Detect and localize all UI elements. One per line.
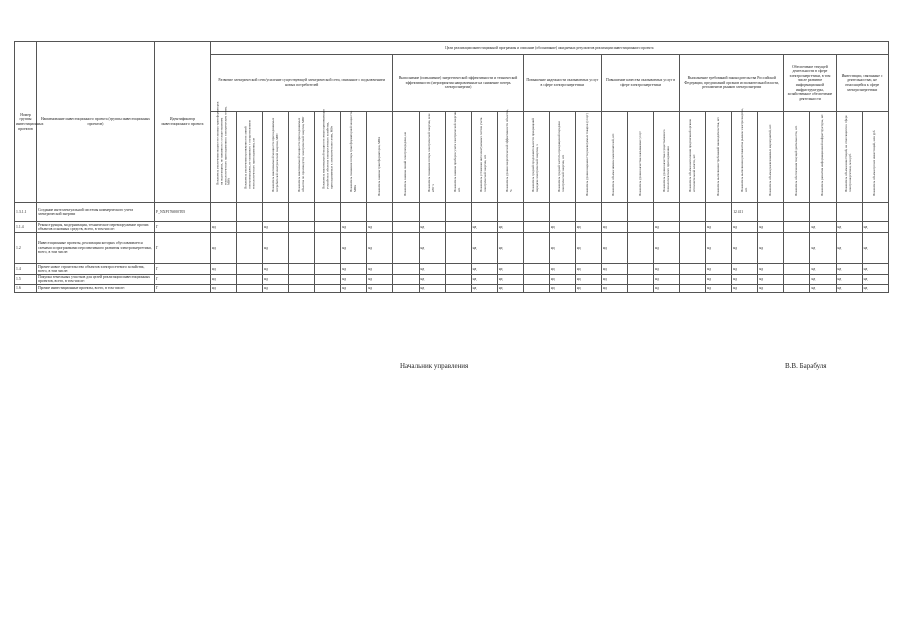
indicator-value-cell: нд bbox=[810, 233, 836, 264]
indicator-header-label: Показатель объема инвестиций, не относящихся к сфере электроэнергетики, млн руб. bbox=[844, 115, 853, 193]
indicator-value-cell bbox=[680, 264, 706, 275]
indicator-value-cell: нд bbox=[367, 222, 393, 233]
indicator-value-cell: нд bbox=[836, 275, 862, 285]
indicator-value-cell bbox=[706, 203, 732, 222]
indicator-value-cell bbox=[367, 203, 393, 222]
indicator-value-cell: нд bbox=[211, 284, 237, 292]
indicator-value-cell bbox=[263, 203, 289, 222]
indicator-header-label: Показатель развития информационной инфраструктуры, шт. bbox=[820, 114, 825, 197]
indicator-value-cell bbox=[289, 275, 315, 285]
indicator-header bbox=[706, 112, 732, 203]
indicator-value-cell: нд bbox=[706, 233, 732, 264]
indicator-value-cell bbox=[445, 233, 471, 264]
indicator-value-cell bbox=[393, 233, 419, 264]
indicator-value-cell bbox=[523, 284, 549, 292]
indicator-value-cell bbox=[628, 222, 654, 233]
indicator-header-label: Показатель выполнения регламентов рынков электроэнергии, шт. bbox=[739, 108, 748, 193]
indicator-value-cell: нд bbox=[471, 275, 497, 285]
goal-group-header: Повышение качества оказываемых услуг в сфере электроэнергетики bbox=[601, 55, 679, 112]
indicator-value-cell bbox=[628, 233, 654, 264]
indicator-value-cell: нд bbox=[836, 233, 862, 264]
indicator-value-cell bbox=[445, 284, 471, 292]
signature-person: В.В. Барабуля bbox=[785, 362, 827, 370]
indicator-value-cell bbox=[784, 222, 810, 233]
indicator-value-cell: 12 411 bbox=[732, 203, 758, 222]
indicator-header bbox=[471, 112, 497, 203]
indicator-value-cell bbox=[862, 203, 888, 222]
indicator-value-cell bbox=[680, 203, 706, 222]
indicator-value-cell bbox=[445, 222, 471, 233]
indicator-value-cell bbox=[680, 275, 706, 285]
indicator-value-cell: нд bbox=[211, 264, 237, 275]
indicator-value-cell: нд bbox=[263, 284, 289, 292]
table-row bbox=[15, 233, 889, 264]
indicator-value-cell: нд bbox=[706, 284, 732, 292]
indicator-value-cell: нд bbox=[862, 222, 888, 233]
table-row bbox=[15, 284, 889, 292]
indicator-value-cell bbox=[315, 284, 341, 292]
indicator-header bbox=[810, 112, 836, 203]
indicator-value-cell bbox=[393, 222, 419, 233]
indicator-header-label: Показатель увеличения протяженности линий электропередачи, не связанного с осуществлением технологического присоединения, км bbox=[242, 119, 255, 189]
indicator-value-cell: нд bbox=[419, 275, 445, 285]
header-project-identifier: Идентификатор инвестиционного проекта bbox=[155, 42, 211, 203]
indicator-value-cell bbox=[445, 275, 471, 285]
indicator-value-cell: нд bbox=[706, 222, 732, 233]
indicator-header-label: Показатель объема выполнения предписаний органов исполнительной власти, шт. bbox=[687, 119, 696, 193]
indicator-value-cell bbox=[836, 203, 862, 222]
table-row bbox=[15, 222, 889, 233]
row-number-cell: 1.2 bbox=[15, 233, 37, 264]
row-name-cell: Прочее новое строительство объектов электросетевого хозяйства, всего, в том числе: bbox=[37, 264, 155, 275]
indicator-value-cell: нд bbox=[810, 275, 836, 285]
indicator-value-cell: нд bbox=[732, 222, 758, 233]
indicator-header-label: Показатель установки интеллектуальных систем учета электрической энергии, шт. bbox=[479, 118, 488, 193]
row-name-cell: Реконструкция, модернизация, техническое перевооружение прочих объектов основных средств, всего, в том числе: bbox=[37, 222, 155, 233]
indicator-header-label: Показатель максимальной мощности присоединяемых объектов по производству электрической энергии, МВт bbox=[296, 117, 305, 193]
indicator-value-cell: нд bbox=[497, 275, 523, 285]
indicator-value-cell: нд bbox=[211, 275, 237, 285]
indicator-header-label: Показатель замены линий электропередачи, км bbox=[403, 132, 408, 197]
indicator-value-cell bbox=[419, 203, 445, 222]
row-identifier-cell: Г bbox=[155, 222, 211, 233]
indicator-header bbox=[523, 112, 549, 203]
indicator-value-cell: нд bbox=[575, 222, 601, 233]
indicator-value-cell: нд bbox=[367, 284, 393, 292]
indicator-value-cell: нд bbox=[549, 233, 575, 264]
indicator-value-cell bbox=[758, 203, 784, 222]
indicator-header-label: Показатель выполнения требований законодательства, шт. bbox=[715, 117, 720, 197]
goal-group-header: Выполнение требований законодательства Российской Федерации, предписаний органов исполнительной власти, регламентов рынков электроэнергии bbox=[680, 55, 784, 112]
indicator-value-cell bbox=[315, 203, 341, 222]
indicator-value-cell: нд bbox=[601, 264, 627, 275]
indicator-header-label: Показатель замены трансформаторов, МВА bbox=[377, 136, 382, 197]
indicator-value-cell: нд bbox=[810, 222, 836, 233]
table-row bbox=[15, 203, 889, 222]
indicator-header bbox=[393, 112, 419, 203]
indicator-value-cell: нд bbox=[549, 264, 575, 275]
indicator-value-cell: нд bbox=[706, 264, 732, 275]
indicator-value-cell bbox=[628, 284, 654, 292]
indicator-header bbox=[237, 112, 263, 203]
indicator-value-cell bbox=[237, 284, 263, 292]
indicator-header-label: Показатель снижения потерь трансформаторной мощности, МВА bbox=[349, 111, 357, 193]
row-name-cell: Прочие инвестиционные проекты, всего, в том числе: bbox=[37, 284, 155, 292]
indicator-value-cell bbox=[289, 233, 315, 264]
indicator-value-cell bbox=[289, 284, 315, 292]
indicator-header bbox=[601, 112, 627, 203]
indicator-value-cell: нд bbox=[575, 275, 601, 285]
indicator-value-cell bbox=[784, 264, 810, 275]
indicator-value-cell bbox=[315, 264, 341, 275]
indicator-value-cell: нд bbox=[836, 222, 862, 233]
indicator-value-cell: нд bbox=[654, 222, 680, 233]
indicator-value-cell bbox=[289, 264, 315, 275]
indicator-value-cell: нд bbox=[211, 222, 237, 233]
indicator-value-cell bbox=[523, 264, 549, 275]
indicator-header bbox=[836, 112, 862, 203]
indicator-header bbox=[862, 112, 888, 203]
indicator-header bbox=[680, 112, 706, 203]
row-identifier-cell: Г bbox=[155, 275, 211, 285]
indicator-value-cell: нд bbox=[367, 264, 393, 275]
indicator-value-cell: нд bbox=[758, 222, 784, 233]
indicator-value-cell: нд bbox=[601, 275, 627, 285]
indicator-value-cell: нд bbox=[497, 222, 523, 233]
header-project-group-number: Номер группы инвестиционных проектов bbox=[15, 42, 37, 203]
indicator-value-cell: нд bbox=[706, 275, 732, 285]
indicator-value-cell: нд bbox=[862, 264, 888, 275]
indicator-value-cell: нд bbox=[732, 264, 758, 275]
indicator-value-cell: нд bbox=[862, 284, 888, 292]
indicator-value-cell: нд bbox=[758, 233, 784, 264]
indicator-value-cell bbox=[784, 275, 810, 285]
indicator-value-cell: нд bbox=[497, 284, 523, 292]
indicator-value-cell bbox=[523, 203, 549, 222]
indicator-header-label: Показатель объема замены выключателей, шт. bbox=[611, 133, 616, 197]
indicator-value-cell: нд bbox=[732, 233, 758, 264]
indicator-header bbox=[367, 112, 393, 203]
indicator-value-cell bbox=[471, 203, 497, 222]
row-identifier-cell: Г bbox=[155, 284, 211, 292]
indicator-value-cell bbox=[680, 222, 706, 233]
indicator-value-cell bbox=[237, 203, 263, 222]
indicator-header-label: Показатель замены приборов учета электрической энергии, шт. bbox=[453, 111, 462, 193]
indicator-value-cell: нд bbox=[341, 275, 367, 285]
row-identifier-cell: Г bbox=[155, 233, 211, 264]
indicator-header-label: Показатель уровня качества осуществляемого технологического присоединения bbox=[661, 129, 670, 193]
indicator-value-cell bbox=[680, 284, 706, 292]
investment-program-table bbox=[14, 41, 889, 293]
indicator-value-cell: нд bbox=[862, 233, 888, 264]
indicator-header-label: Показатель средней продолжительности прекращений передачи электрической энергии, ч bbox=[531, 118, 540, 193]
row-number-cell: 1.4 bbox=[15, 264, 37, 275]
indicator-value-cell bbox=[393, 275, 419, 285]
table-row bbox=[15, 275, 889, 285]
indicator-header-label: Показатель уровня энергетической эффективности объектов, % bbox=[505, 109, 514, 193]
indicator-header bbox=[263, 112, 289, 203]
indicator-value-cell bbox=[237, 222, 263, 233]
indicator-value-cell: нд bbox=[367, 233, 393, 264]
goal-group-header: Инвестиции, связанные с деятельностью, не относящейся к сфере электроэнергетики bbox=[836, 55, 888, 112]
indicator-value-cell bbox=[393, 203, 419, 222]
indicator-value-cell: нд bbox=[654, 284, 680, 292]
row-identifier-cell: F_NXP176000Т05 bbox=[155, 203, 211, 222]
goal-group-header: Обеспечение текущей деятельности в сфере электроэнергетики, в том числе развитие информационной инфраструктуры, хозяйственное обеспечение деятельности bbox=[784, 55, 836, 112]
indicator-value-cell: нд bbox=[211, 233, 237, 264]
header-goals-caption: Цели реализации инвестиционной программы и описание (обоснование) ожидаемых результатов реализации инвестиционного проекта bbox=[211, 42, 889, 55]
indicator-value-cell: нд bbox=[341, 233, 367, 264]
indicator-value-cell bbox=[341, 203, 367, 222]
indicator-value-cell: нд bbox=[367, 275, 393, 285]
indicator-value-cell: нд bbox=[810, 264, 836, 275]
indicator-value-cell: нд bbox=[471, 233, 497, 264]
indicator-value-cell: нд bbox=[654, 264, 680, 275]
indicator-value-cell: нд bbox=[732, 284, 758, 292]
indicator-value-cell bbox=[523, 275, 549, 285]
indicator-value-cell: нд bbox=[497, 264, 523, 275]
indicator-value-cell: нд bbox=[341, 264, 367, 275]
indicator-header-label: Показатель увеличения мощности силовых трансформаторов на подстанциях, не связанного с осуществлением технологического присоединения к электрическим сетям, МВА bbox=[214, 101, 231, 185]
indicator-value-cell bbox=[628, 203, 654, 222]
indicator-value-cell bbox=[237, 275, 263, 285]
indicator-value-cell bbox=[680, 233, 706, 264]
row-name-cell: Инвестиционные проекты, реализация которых обуславливается схемами и программами перспективного развития электроэнергетики, всего, в том числе: bbox=[37, 233, 155, 264]
indicator-header-label: Показатель максимальной мощности присоединяемых потребителей электрической энергии, МВт bbox=[270, 118, 279, 193]
row-number-cell: 1.1.4 bbox=[15, 222, 37, 233]
indicator-value-cell bbox=[445, 264, 471, 275]
indicator-value-cell bbox=[628, 275, 654, 285]
indicator-header bbox=[549, 112, 575, 203]
indicator-value-cell bbox=[497, 203, 523, 222]
indicator-value-cell bbox=[289, 203, 315, 222]
row-number-cell: 1.6 bbox=[15, 284, 37, 292]
table-body bbox=[15, 203, 889, 293]
row-name-cell: Покупка земельных участков для целей реализации инвестиционных проектов, всего, в том числе: bbox=[37, 275, 155, 285]
indicator-header-label: Показатель максимальной мощности энергопринимающих устройств и объектов электросетевого хозяйства, присоединяемых к электрическим сетям, МВт bbox=[321, 108, 333, 189]
indicator-value-cell: нд bbox=[341, 222, 367, 233]
indicator-value-cell bbox=[289, 222, 315, 233]
indicator-value-cell: нд bbox=[549, 275, 575, 285]
signature-position: Начальник управления bbox=[400, 362, 469, 370]
indicator-header-label: Показатель средней частоты прекращений передачи электрической энергии, шт. bbox=[557, 121, 566, 193]
indicator-header bbox=[758, 112, 784, 203]
indicator-value-cell bbox=[315, 233, 341, 264]
indicator-value-cell: нд bbox=[471, 264, 497, 275]
indicator-header-label: Показатель объема реализованных мероприятий, шт. bbox=[767, 124, 772, 197]
indicator-value-cell bbox=[549, 203, 575, 222]
indicator-value-cell bbox=[315, 222, 341, 233]
indicator-value-cell: нд bbox=[758, 264, 784, 275]
indicator-header bbox=[341, 112, 367, 203]
indicator-value-cell: нд bbox=[836, 264, 862, 275]
indicator-value-cell: нд bbox=[575, 264, 601, 275]
indicator-value-cell bbox=[393, 264, 419, 275]
indicator-value-cell: нд bbox=[732, 275, 758, 285]
row-number-cell: 1.3.1.1 bbox=[15, 203, 37, 222]
indicator-value-cell: нд bbox=[758, 275, 784, 285]
indicator-value-cell: нд bbox=[263, 222, 289, 233]
indicator-header bbox=[445, 112, 471, 203]
indicator-value-cell: нд bbox=[263, 233, 289, 264]
indicator-value-cell: нд bbox=[654, 233, 680, 264]
goal-group-header: Развитие электрической сети/усиление существующей электрической сети, связанное с подключением новых потребителей bbox=[211, 55, 393, 112]
indicator-value-cell: нд bbox=[758, 284, 784, 292]
indicator-header-label: Показатель уровня качества оказываемых услуг bbox=[637, 131, 642, 197]
indicator-value-cell: нд bbox=[419, 222, 445, 233]
indicator-value-cell bbox=[237, 264, 263, 275]
indicator-value-cell: нд bbox=[497, 233, 523, 264]
indicator-value-cell bbox=[211, 203, 237, 222]
indicator-header-label: Показатель обеспечения текущей деятельности, шт. bbox=[794, 125, 799, 197]
indicator-value-cell: нд bbox=[549, 284, 575, 292]
indicator-value-cell bbox=[575, 203, 601, 222]
indicator-value-cell: нд bbox=[419, 233, 445, 264]
indicator-value-cell bbox=[628, 264, 654, 275]
indicator-header bbox=[497, 109, 523, 203]
row-number-cell: 1.5 bbox=[15, 275, 37, 285]
indicator-value-cell: нд bbox=[549, 222, 575, 233]
indicator-header-label: Показатель объема прочих инвестиций, млн руб. bbox=[872, 129, 877, 197]
indicator-header bbox=[315, 108, 341, 203]
indicator-value-cell: нд bbox=[263, 275, 289, 285]
indicator-header bbox=[654, 112, 680, 203]
goal-group-header: Выполнение (повышение) энергетической эффективности и технической эффективности (мероприятия направленные на снижение потерь электроэнергии) bbox=[393, 55, 523, 112]
investment-program-table-container bbox=[14, 41, 888, 293]
indicator-value-cell: нд bbox=[601, 284, 627, 292]
indicator-value-cell bbox=[654, 203, 680, 222]
table-row bbox=[15, 264, 889, 275]
indicator-header-label: Показатель уровня надежности реализуемых товаров (услуг) bbox=[585, 113, 590, 197]
indicator-header-label: Показатель снижения потерь электрической энергии, млн кВт·ч bbox=[427, 114, 436, 193]
indicator-value-cell: нд bbox=[341, 284, 367, 292]
indicator-value-cell: нд bbox=[575, 284, 601, 292]
indicator-value-cell: нд bbox=[263, 264, 289, 275]
indicator-value-cell: нд bbox=[601, 233, 627, 264]
indicator-value-cell: нд bbox=[836, 284, 862, 292]
indicator-header bbox=[628, 112, 654, 203]
indicator-value-cell: нд bbox=[471, 284, 497, 292]
row-identifier-cell: Г bbox=[155, 264, 211, 275]
indicator-value-cell bbox=[784, 233, 810, 264]
indicator-value-cell bbox=[601, 203, 627, 222]
indicator-value-cell bbox=[445, 203, 471, 222]
goal-group-header: Повышение надежности оказываемых услуг в сфере электроэнергетики bbox=[523, 55, 601, 112]
indicator-value-cell bbox=[784, 284, 810, 292]
indicator-value-cell bbox=[315, 275, 341, 285]
indicator-value-cell bbox=[393, 284, 419, 292]
indicator-header bbox=[419, 112, 445, 203]
indicator-value-cell: нд bbox=[601, 222, 627, 233]
indicator-value-cell bbox=[523, 233, 549, 264]
indicator-value-cell: нд bbox=[471, 222, 497, 233]
indicator-header bbox=[732, 108, 758, 203]
header-project-name: Наименование инвестиционного проекта (группы инвестиционных проектов) bbox=[37, 42, 155, 203]
indicator-header bbox=[784, 112, 810, 203]
indicator-header bbox=[211, 101, 237, 203]
indicator-value-cell: нд bbox=[810, 284, 836, 292]
indicator-value-cell: нд bbox=[419, 284, 445, 292]
indicator-value-cell: нд bbox=[654, 275, 680, 285]
indicator-header bbox=[575, 112, 601, 203]
indicator-value-cell bbox=[810, 203, 836, 222]
indicator-value-cell bbox=[237, 233, 263, 264]
indicator-value-cell: нд bbox=[575, 233, 601, 264]
indicator-value-cell bbox=[784, 203, 810, 222]
indicator-value-cell bbox=[523, 222, 549, 233]
row-name-cell: Создание интеллектуальной системы коммерческого учета электрической энергии bbox=[37, 203, 155, 222]
indicator-value-cell: нд bbox=[862, 275, 888, 285]
indicator-header bbox=[289, 112, 315, 203]
indicator-value-cell: нд bbox=[419, 264, 445, 275]
